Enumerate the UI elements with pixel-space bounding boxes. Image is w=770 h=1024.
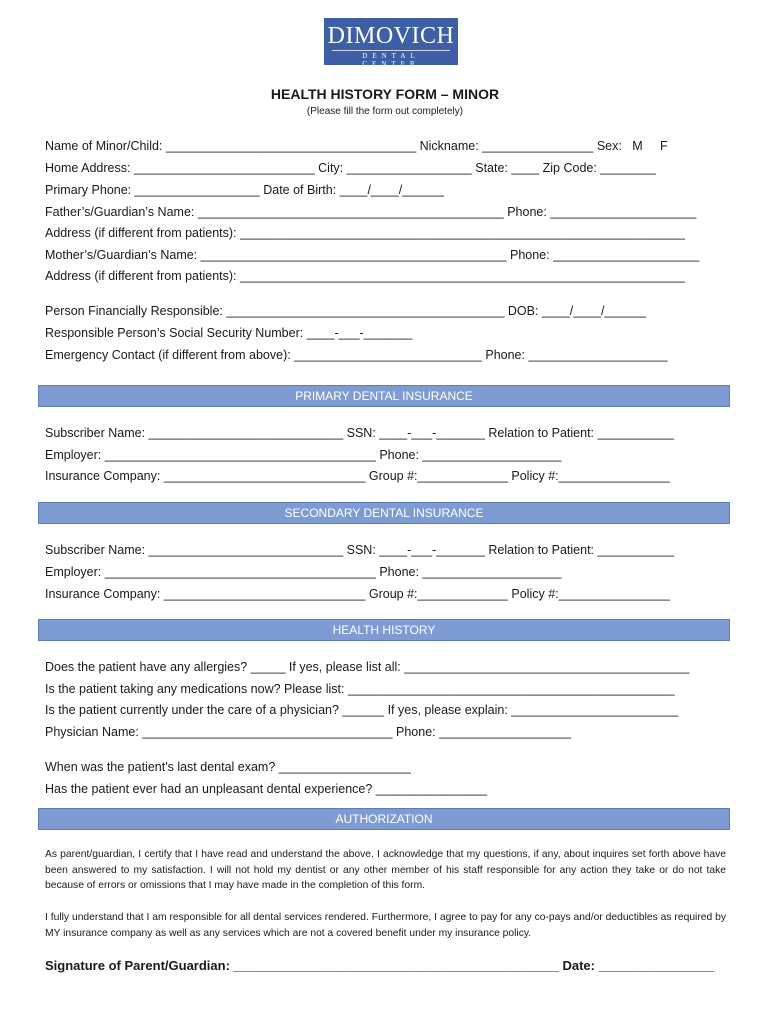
health-history-heading: HEALTH HISTORY — [38, 619, 730, 641]
last-dental-exam-field[interactable]: When was the patient's last dental exam? ___________________ — [45, 760, 411, 774]
primary-phone-field[interactable]: Primary Phone: __________________ Date of Birth: ____/____/______ — [45, 183, 444, 197]
home-address-field[interactable]: Home Address: __________________________ City: __________________ State: ____ Zip Code: ________ — [45, 161, 656, 175]
financially-responsible-field[interactable]: Person Financially Responsible: ________________________________________ DOB: ____/____/______ — [45, 304, 647, 318]
emergency-contact-field[interactable]: Emergency Contact (if different from above): ___________________________ Phone: ____________________ — [45, 348, 668, 362]
signature-field[interactable]: Signature of Parent/Guardian: _____________________________________________ Date: ________________ — [45, 958, 715, 973]
primary-subscriber-field[interactable]: Subscriber Name: ____________________________ SSN: ____-___-_______ Relation to Patient: ___________ — [45, 426, 674, 440]
primary-insurance-heading: PRIMARY DENTAL INSURANCE — [38, 385, 730, 407]
father-address-field[interactable]: Address (if different from patients): ________________________________________________________________ — [45, 226, 685, 240]
logo-name: DIMOVICH — [327, 23, 455, 49]
medications-field[interactable]: Is the patient taking any medications now? Please list: _______________________________________________ — [45, 682, 675, 696]
minor-name-field[interactable]: Name of Minor/Child: ____________________________________ Nickname: ________________ Sex: M F — [45, 139, 668, 153]
logo-subtitle: DENTAL CENTER — [332, 50, 450, 68]
father-guardian-field[interactable]: Father’s/Guardian’s Name: ____________________________________________ Phone: _____________________ — [45, 205, 697, 219]
authorization-paragraph-1: As parent/guardian, I certify that I have read and understand the above. I acknowledge that my questions, if any, about inquires set forth above have been answered to my satisfaction. I will not hold my dentist or any other member of his staff responsible for any action they take or do not take because of errors or omissions that I may have made in the completion of this form. — [45, 849, 726, 891]
secondary-employer-field[interactable]: Employer: _______________________________________ Phone: ____________________ — [45, 565, 562, 579]
dimovich-logo — [324, 18, 458, 68]
form-subtitle: (Please fill the form out completely) — [306, 106, 464, 117]
unpleasant-experience-field[interactable]: Has the patient ever had an unpleasant dental experience? ________________ — [45, 782, 488, 796]
primary-employer-field[interactable]: Employer: _______________________________________ Phone: ____________________ — [45, 448, 562, 462]
ssn-field[interactable]: Responsible Person’s Social Security Number: ____-___-_______ — [45, 326, 413, 340]
secondary-subscriber-field[interactable]: Subscriber Name: ____________________________ SSN: ____-___-_______ Relation to Patient: ___________ — [45, 543, 674, 557]
authorization-paragraph-2: I fully understand that I am responsible for all dental services rendered. Furthermore, I agree to pay for any co-pays and/or deductibles as required by MY insurance company as well as any services which are not a covered benefit under my insurance policy. — [45, 912, 726, 939]
primary-insurance-company-field[interactable]: Insurance Company: _____________________________ Group #:_____________ Policy #:________________ — [45, 469, 670, 483]
authorization-heading: AUTHORIZATION — [38, 808, 730, 830]
secondary-insurance-company-field[interactable]: Insurance Company: _____________________________ Group #:_____________ Policy #:________________ — [45, 587, 670, 601]
form-title: HEALTH HISTORY FORM – MINOR — [270, 86, 500, 102]
mother-guardian-field[interactable]: Mother’s/Guardian’s Name: ____________________________________________ Phone: _____________________ — [45, 248, 700, 262]
secondary-insurance-heading: SECONDARY DENTAL INSURANCE — [38, 502, 730, 524]
mother-address-field[interactable]: Address (if different from patients): ________________________________________________________________ — [45, 269, 685, 283]
physician-name-field[interactable]: Physician Name: ____________________________________ Phone: ___________________ — [45, 725, 572, 739]
physician-care-field[interactable]: Is the patient currently under the care of a physician? ______ If yes, please explain: ________________________ — [45, 703, 679, 717]
allergies-field[interactable]: Does the patient have any allergies? _____ If yes, please list all: _________________________________________ — [45, 660, 690, 674]
